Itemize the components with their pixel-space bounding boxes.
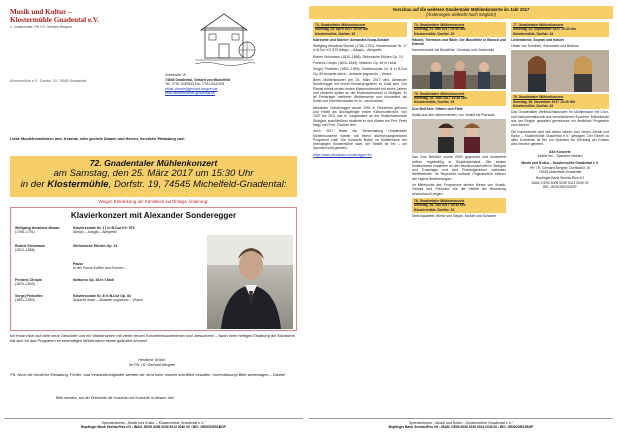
concert-text: Alexander Sonderegger wurde 1991 in Pforzheim geboren und erhielt als Sechsjähriger ersten Klavierunterricht. Von 2007 bis 2011 war er Jungstudent an der Musikhochschule Stuttgart, anschließend studierte er dort Klavier bei Prof. Peter Nagy und Prof. Thomas Hell.	[313, 105, 407, 127]
concert-performer: Liederabend: Sopran und Klavier	[511, 37, 565, 42]
concert-text: Das Duo Bell'Arte wurde 2009 gegründet und konzertiert seither regelmäßig in Süddeutschland. Die beiden Musikerinnen studierten an den Musikhochschulen in Stuttgart und Trossingen und sind Preisträgerinnen nationaler Wettbewerbe. Ihr Repertoire umfasst Originalwerke ebenso wie eigene Bearbeitungen.	[412, 155, 506, 181]
concert-text: Sergej Prokofiev (1891–1953): Klaviersonate Nr. 8 in B-Dur Op. 84 Andante dolce – Andante sognando – Vivace	[313, 67, 407, 76]
preview-title: Vorschau auf die weiteren Gnadentaler Mühlenkonzerte im Jahr 2017	[392, 7, 530, 12]
brand-title-line-2: Klostermühle Gnadental e.V.	[10, 16, 99, 24]
concert-date: Sonntag, 21. Mai 2017 15:30 Uhr	[414, 27, 466, 32]
event-banner	[10, 156, 297, 197]
composer-name: Sergej Prokofiev	[15, 294, 43, 298]
concert-venue: Klostermühle, Dorfstr. 19	[414, 207, 455, 212]
concert-text: Im Mittelpunkt des Programms stehen Werke von Vivaldi, Giuliani und Piazzolla, die die Vielfalt der Besetzung eindrucksvoll zeigen.	[412, 183, 506, 196]
piece-title: Pause	[73, 262, 84, 266]
piece-title: Klaviersonate Nr. 8 in B-Dur Op. 84	[73, 294, 131, 298]
concert-text: Beim Mühlenkonzert am 25. März 2017 wird Alexander Sonderegger mit einem Klavierprogramm zu Gast sein. Der Pianist erhielt seinen ersten Klavierunterricht mit sechs Jahren und studierte später an der Musikhochschule in Stuttgart. Er ist Preisträger mehrerer Wettbewerbe und konzertiert als Solist und Kammermusiker im In- und Ausland.	[313, 77, 407, 104]
concert-number: 78. Gnadentaler Mühlenkonzert	[513, 95, 564, 100]
preview-column-3	[511, 22, 609, 414]
event-place-suffix: , Dorfstr. 19, 74545 Michelfeld-Gnadental:	[108, 179, 287, 190]
address-website-link[interactable]: www.klostermuehle-gnadental.de	[165, 91, 215, 96]
concert-date: Sonntag, 16. Juli 2017 15:30 Uhr	[414, 203, 466, 208]
composer-years: (1810–1856)	[15, 248, 35, 253]
concert-heading	[313, 22, 407, 37]
concert-text: Streichquartett: Werke von Haydn, Mozart und Schubert	[412, 213, 497, 218]
brand-block	[10, 8, 160, 29]
address-town: 74545 Gnadental, Ortsteil von Michelfeld	[165, 77, 231, 82]
closing-info	[511, 150, 609, 189]
concert-text: Musik aus drei Jahrhunderten, von Vivaldi bis Piazzolla	[412, 112, 495, 117]
artist-website-link[interactable]: https://www.alexander-sonderegger.de/	[313, 152, 372, 157]
return-address-line: Klostermühle e.V., Dorfstr. 19, 74545 Gnadental	[10, 79, 87, 83]
info-line: Alle Konzerte	[549, 149, 571, 154]
event-title: 72. Gnadentaler Mühlenkonzert	[89, 158, 218, 168]
concert-performer: Duo Bell'Arte: Gitarre und Flöte	[412, 106, 463, 111]
concert-venue: Klostermühle, Dorfstr. 19	[513, 31, 554, 36]
concert-number: 77. Gnadentaler Mühlenkonzert	[513, 23, 564, 27]
concert-venue: Klostermühle, Dorfstr. 19	[414, 100, 455, 105]
piece-detail: Allegro – Adagio – Allegretto	[73, 230, 117, 235]
concert-date: Sonntag, 24. September 2017 15:30 Uhr	[513, 27, 577, 32]
concert-venue: Klostermühle, Dorfstr. 19	[414, 31, 455, 36]
piece-detail: Andante dolce – Andante sognando – Vivace	[73, 298, 143, 303]
piece-title: Klaviersonate Nr. 17 in B-Dur KV. 570	[73, 226, 135, 230]
info-line: Musik und Kultur – Klostermühle Gnadental e.V.	[521, 161, 599, 166]
preview-subtitle: (Änderungen vielleicht noch möglich!)	[426, 12, 496, 17]
composer-name: Robert Schumann	[15, 244, 46, 248]
brand-subtitle: 1. Vorsitzender: Pfr. i.R. Gerhard Bergner	[10, 25, 73, 29]
program-box	[10, 207, 297, 331]
concert-date: Sonntag, 23. April 2017 15:30 Uhr	[315, 27, 369, 32]
concert-venue: Klostermühle, Dorfstr. 19	[315, 31, 356, 36]
concert-number: 73. Gnadentaler Mühlenkonzert	[315, 23, 366, 27]
info-line: Pfr. i.R. Gerhard Bergner, Dorfstraße 19	[530, 165, 590, 170]
info-line: 74545 Michelfeld-Gnadental	[538, 169, 582, 174]
piece-title: Notturno Op. 48 in f-Moll	[73, 278, 114, 282]
preview-column-2	[412, 22, 506, 414]
concert-performer: Klarinette und Klavier: Alexandra Knop-Schade	[313, 37, 390, 42]
mill-crest-icon	[191, 10, 257, 68]
pianist-photo	[207, 235, 293, 329]
concert-number: 76. Gnadentaler Mühlenkonzert	[414, 198, 465, 203]
recorder-ensemble-photo	[412, 55, 506, 89]
greeting-text: Liebe Musikfreundinnen und -freunde, sehr geehrte Damen und Herren, herzliche Einladung zum	[10, 137, 185, 141]
closing-text: Ich freue mich auf viele neue Gesichter und ein Wiedersehen mit vielen treuen Konzertbesucherinnen und -besuchern! – Nach einer heftigen Erkältung der Künstlerin hat sich für das Programm im ehemaligen Mühlenraum etwas geändert können!	[10, 333, 295, 343]
concert-number: 75. Gnadentaler Mühlenkonzert	[414, 91, 465, 96]
right-footer	[309, 418, 613, 432]
invitation-page	[4, 6, 303, 432]
info-line: IBAN: DE90 6006 9239 0013 0040 00	[531, 180, 589, 185]
address-email-link[interactable]: eMail: pfarrer@gerhard-bergner.de	[165, 86, 218, 91]
change-notice: Wegen Erkrankung der Künstlerin kurzfristige Änderung:	[98, 199, 209, 204]
piece-detail: in der Pause Kaffee und Kuchen ...	[73, 266, 128, 271]
concert-heading	[511, 22, 609, 37]
concert-text: Robert Schumann (1810–1856): Sinfonische Etüden Op. 13	[313, 54, 403, 59]
composer-years: (1810–1849)	[15, 282, 35, 287]
footer-account-line: Spendenkonto: „Musik und Kultur – Klostermühle Gnadental e.V."	[101, 421, 206, 425]
address-phone: Tel.: 0791-9449333 Fax: 0791-9441004	[165, 82, 225, 87]
composer-years: (1756–1791)	[15, 230, 35, 235]
footer-bank-line: Bopfinger Bank Sechta-Ries eG • IBAN: DE90 6006 9239 0013 0040 00 • BIC: GENODES1BOP	[388, 425, 534, 430]
concert-performer: Händel, Telemann und Bach: Die Blockflöte in Barock und Klassik	[412, 37, 506, 47]
preview-column-1	[313, 22, 407, 414]
concert-number: 74. Gnadentaler Mühlenkonzert	[414, 23, 465, 27]
concert-text: Wolfgang Amadeus Mozart (1756–1791): Klaviersonate Nr. 17 in B-Dur KV. 570 Allegro – Adagio – Allegretto	[313, 44, 407, 53]
concert-text: Das Gnadentaler Weihnachtskonzert im Mühlenraum mit Chor- und Instrumentalmusik aus verschiedenen Epochen. Mitwirkende aus der Region gestalten gemeinsam ein festliches Programm zum Advent.	[511, 110, 609, 128]
duo-photo	[412, 119, 506, 153]
composer-years: (1891–1953)	[15, 298, 35, 303]
brand-title-line-1: Musik und Kultur –	[10, 8, 72, 16]
singer-photo	[511, 50, 609, 92]
preview-header	[309, 6, 613, 19]
sender-address	[165, 73, 301, 96]
composer-name: Wolfgang Amadeus Mozart	[15, 226, 60, 230]
concert-date: Sonntag, 26. November 2017 15:30 Uhr	[513, 99, 576, 104]
footer-bank-line: Bopfinger Bank Sechta-Ries eG • IBAN: DE90 6006 9239 0013 0040 00 • BIC: GENODES1BOP	[81, 425, 226, 430]
event-venue: Klostermühle	[47, 179, 109, 190]
footer-account-line: Spendenkonto: „Musik und Kultur – Klostermühle Gnadental e.V."	[408, 421, 514, 425]
concert-text: Kammermusik mit Blockflöte, Cembalo und Violoncello	[412, 48, 495, 53]
concert-heading	[412, 91, 506, 106]
program-title: Klavierkonzert mit Alexander Sonderegger	[70, 211, 237, 220]
info-line: Bopfinger Bank Sechta-Ries eG	[535, 176, 585, 181]
composer-name: Frederic Chopin	[15, 278, 42, 282]
concert-date: Sonntag, 18. Juni 2017 15:30 Uhr	[414, 96, 467, 101]
concert-heading	[511, 94, 609, 109]
address-street: Dorfstraße 19	[165, 73, 186, 77]
event-place	[10, 179, 297, 190]
event-place-prefix: in der	[20, 179, 48, 190]
concert-heading	[412, 198, 506, 213]
piece-title: Sinfonische Etüden Op. 13	[73, 244, 118, 248]
concert-text: Die Konzertreihe wird seit vielen Jahren vom Verein „Musik und Kultur – Klostermühle Gnadental e.V." getragen. Der Eintritt zu allen Konzerten ist frei, um Spenden zur Deckung der Kosten wird herzlich gebeten.	[511, 129, 609, 147]
postscript: PS: Noch die herzliche Einladung. Förder- und Verbandsmitglieder werden wir nicht mehr einzeln schriftlich einladen; Unterstützung! Bitte weitersagen – Danke!	[10, 372, 286, 377]
turn-page-note: Bitte wenden, auf der Rückseite die Vorschau auf Konzerte in diesem Jahr	[56, 396, 175, 400]
preview-page	[309, 6, 613, 432]
info-line: Eintritt frei – Spenden erbeten	[537, 154, 583, 159]
event-date: am Samstag, den 25. März 2017 um 15:30 Uhr	[53, 168, 254, 179]
concert-heading	[412, 22, 506, 37]
regards-line: Herzliche Grüße,	[138, 358, 166, 362]
left-footer	[4, 418, 303, 432]
info-line: BIC: GENODES1BOP	[543, 184, 577, 189]
concert-text: Auch 2017 findet die Veranstaltung Gnadentaler Mühlenkonzerte wieder mit einem abwechslungsreichen Programm statt. Die Konzerte finden im Mühlenraum der ehemaligen Klostermühle statt, der Eintritt ist frei – um Spenden wird gebeten.	[313, 129, 407, 151]
concert-text: Lieder von Schubert, Schumann und Brahms	[511, 44, 579, 49]
concert-venue: Klostermühle, Dorfstr. 19	[513, 104, 554, 109]
concert-text: Frederic Chopin (1810–1849): Notturno Op. 48 in f-Moll	[313, 61, 397, 66]
regards	[112, 358, 192, 367]
signature-name: Ihr Pfr. i.R. Gerhard Bergner	[128, 362, 176, 367]
